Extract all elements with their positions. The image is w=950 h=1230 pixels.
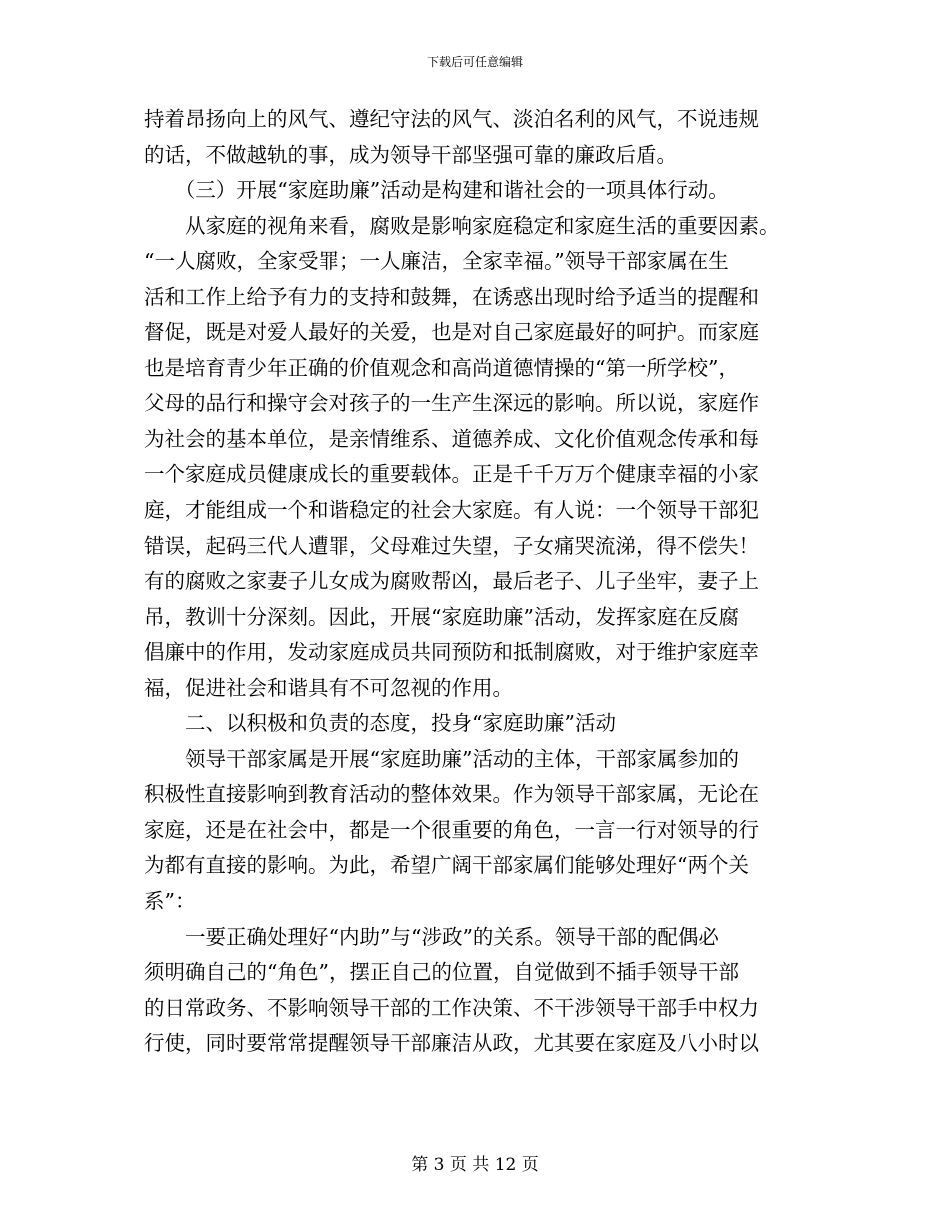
text-line: 庭，才能组成一个和谐稳定的社会大家庭。有人说：一个领导干部犯	[144, 498, 759, 523]
text-line: 为都有直接的影响。为此，希望广阔干部家属们能够处理好“两个关	[144, 853, 749, 878]
text-line: 倡廉中的作用，发动家庭成员共同预防和抵制腐败，对于维护家庭幸	[144, 640, 759, 665]
text-line: 为社会的基本单位，是亲情维系、道德养成、文化价值观念传承和每	[144, 426, 759, 451]
text-line: 从家庭的视角来看，腐败是影响家庭稳定和家庭生活的重要因素。	[144, 213, 780, 238]
text-line: 也是培育青少年正确的价值观念和高尚道德情操的“第一所学校”，	[144, 355, 739, 380]
text-line: 的日常政务、不影响领导干部的工作决策、不干涉领导干部手中权力	[144, 995, 759, 1020]
page-suffix: 页	[521, 1155, 539, 1175]
page-prefix: 第	[411, 1155, 429, 1175]
text-line: 家庭，还是在社会中，都是一个很重要的角色，一言一行对领导的行	[144, 817, 759, 842]
text-line: 有的腐败之家妻子儿女成为腐败帮凶，最后老子、儿子坐牢，妻子上	[144, 569, 759, 594]
page-mid-text: 页 共	[449, 1155, 490, 1175]
total-pages-number: 12	[494, 1155, 517, 1175]
text-line: 须明确自己的“角色”，摆正自己的位置，自觉做到不插手领导干部	[144, 960, 739, 985]
text-line: 父母的品行和操守会对孩子的一生产生深远的影响。所以说，家庭作	[144, 391, 759, 416]
text-line: 一个家庭成员健康成长的重要载体。正是千千万万个健康幸福的小家	[144, 462, 759, 487]
text-line: 持着昂扬向上的风气、遵纪守法的风气、淡泊名利的风气，不说违规	[144, 107, 759, 131]
current-page-number: 3	[433, 1155, 445, 1175]
text-line: 督促，既是对爱人最好的关爱，也是对自己家庭最好的呵护。而家庭	[144, 320, 759, 345]
text-line: 吊，教训十分深刻。因此，开展“家庭助廉”活动，发挥家庭在反腐	[144, 604, 739, 629]
text-line: 的话，不做越轨的事，成为领导干部坚强可靠的廉政后盾。	[144, 142, 677, 167]
text-line: 行使，同时要常常提醒领导干部廉洁从政，尤其要在家庭及八小时以	[144, 1031, 759, 1056]
text-line: 福，促进社会和谐具有不可忽视的作用。	[144, 675, 513, 700]
text-line: 一要正确处理好“内助”与“涉政”的关系。领导干部的配偶必	[144, 924, 719, 949]
page-header-note: 下载后可任意编辑	[426, 55, 523, 69]
text-line: （三）开展“家庭助廉”活动是构建和谐社会的一项具体行动。	[144, 178, 729, 203]
text-line: 活和工作上给予有力的支持和鼓舞，在诱惑出现时给予适当的提醒和	[144, 284, 759, 309]
text-line: “一人腐败，全家受罪；一人廉洁，全家幸福。”领导干部家属在生	[144, 249, 729, 274]
text-line: 积极性直接影响到教育活动的整体效果。作为领导干部家属，无论在	[144, 782, 759, 807]
text-line: 系”：	[144, 889, 196, 914]
document-body	[144, 102, 794, 1062]
text-line: 领导干部家属是开展“家庭助廉”活动的主体，干部家属参加的	[144, 746, 739, 771]
page-footer	[0, 1154, 950, 1176]
text-line: 二、以积极和负责的态度，投身“家庭助廉”活动	[144, 711, 616, 736]
text-line: 错误，起码三代人遭罪，父母难过失望，子女痛哭流涕，得不偿失！	[144, 533, 759, 558]
